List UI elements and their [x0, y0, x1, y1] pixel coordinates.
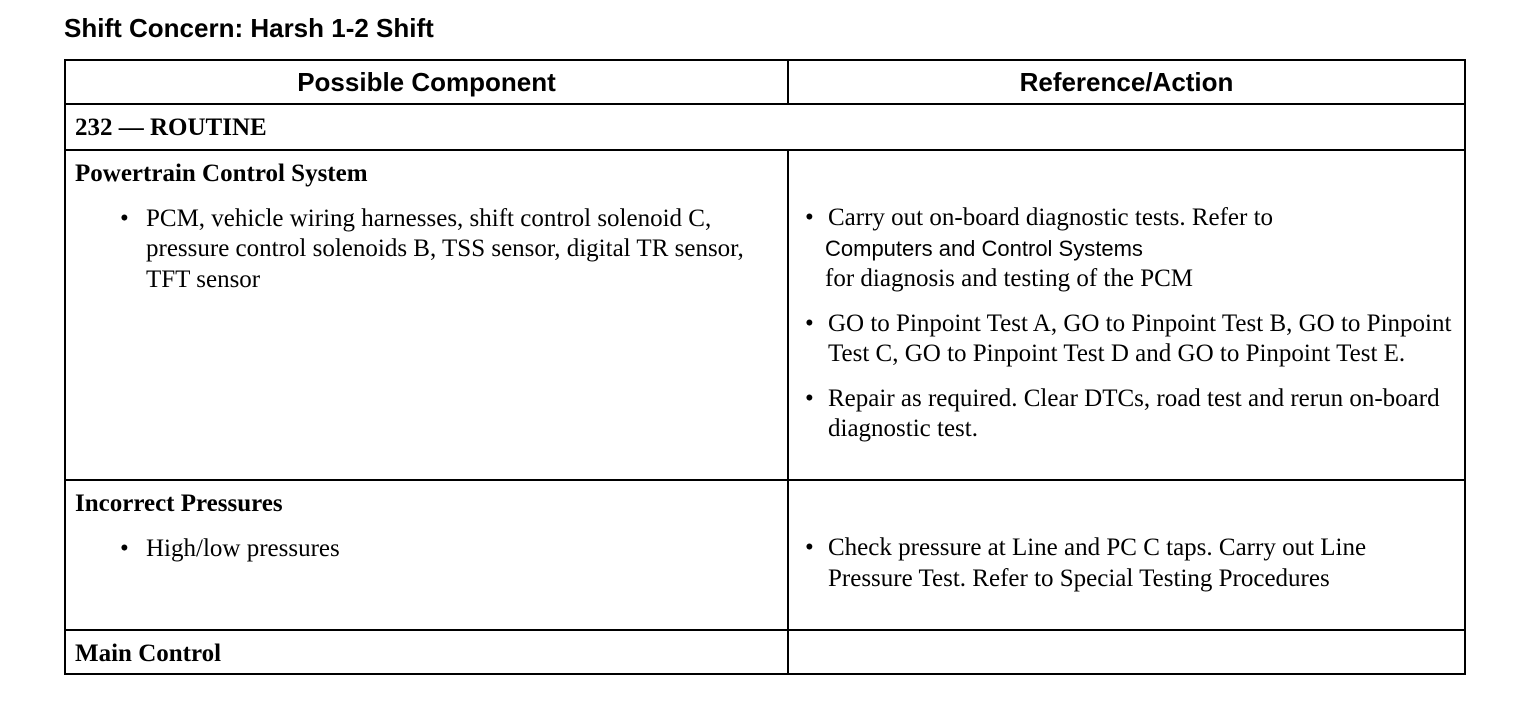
- section-label: 232 — ROUTINE: [75, 114, 267, 141]
- component-cell: [65, 480, 788, 630]
- action-cell: [788, 630, 1465, 674]
- list-item: [789, 203, 1464, 295]
- header-row: [65, 60, 1465, 104]
- table-row: [65, 630, 1465, 674]
- action-text: Carry out on-board diagnostic tests. Refer to: [828, 204, 1274, 231]
- component-text: High/low pressures: [146, 534, 340, 562]
- action-cell: [788, 480, 1465, 630]
- bullet-icon: •: [805, 204, 814, 231]
- action-list: [789, 481, 1464, 594]
- action-text: Check pressure at Line and PC C taps. Carry out Line Pressure Test. Refer to Special Testing Procedures: [828, 534, 1367, 592]
- table-row: [65, 480, 1465, 630]
- list-item: [66, 204, 787, 296]
- component-cell: [65, 630, 788, 674]
- column-header-action: Reference/Action: [788, 60, 1465, 104]
- section-cell: [65, 104, 1465, 150]
- table-row: [65, 150, 1465, 480]
- group-title: Powertrain Control System: [75, 160, 368, 187]
- component-list: [66, 190, 787, 296]
- column-header-component: Possible Component: [65, 60, 788, 104]
- component-list: [66, 520, 787, 565]
- list-item: [789, 384, 1464, 445]
- list-item: [789, 533, 1464, 594]
- action-text: GO to Pinpoint Test A, GO to Pinpoint Test B, GO to Pinpoint Test C, GO to Pinpoint Test D and GO to Pinpoint Test E.: [828, 309, 1452, 367]
- bullet-icon: •: [805, 534, 814, 561]
- action-text: Repair as required. Clear DTCs, road test and rerun on-board diagnostic test.: [828, 384, 1440, 442]
- page-title: Shift Concern: Harsh 1-2 Shift: [64, 13, 434, 43]
- group-title: Main Control: [75, 640, 222, 667]
- list-item: [789, 309, 1464, 370]
- action-text-after: for diagnosis and testing of the PCM: [825, 265, 1194, 292]
- bullet-icon: •: [805, 384, 814, 412]
- bullet-icon: •: [805, 309, 814, 337]
- action-list: [789, 151, 1464, 445]
- component-cell: [65, 150, 788, 480]
- bullet-icon: •: [120, 204, 129, 232]
- diagnosis-table: [64, 59, 1466, 675]
- section-row: [65, 104, 1465, 150]
- action-cell: [788, 150, 1465, 480]
- group-title: Incorrect Pressures: [75, 490, 283, 517]
- reference-link[interactable]: Computers and Control Systems: [825, 235, 1143, 261]
- bullet-icon: •: [120, 534, 129, 562]
- list-item: [66, 534, 787, 565]
- component-text: PCM, vehicle wiring harnesses, shift control solenoid C, pressure control solenoids B, TSS sensor, digital TR sensor, TFT sensor: [146, 204, 744, 293]
